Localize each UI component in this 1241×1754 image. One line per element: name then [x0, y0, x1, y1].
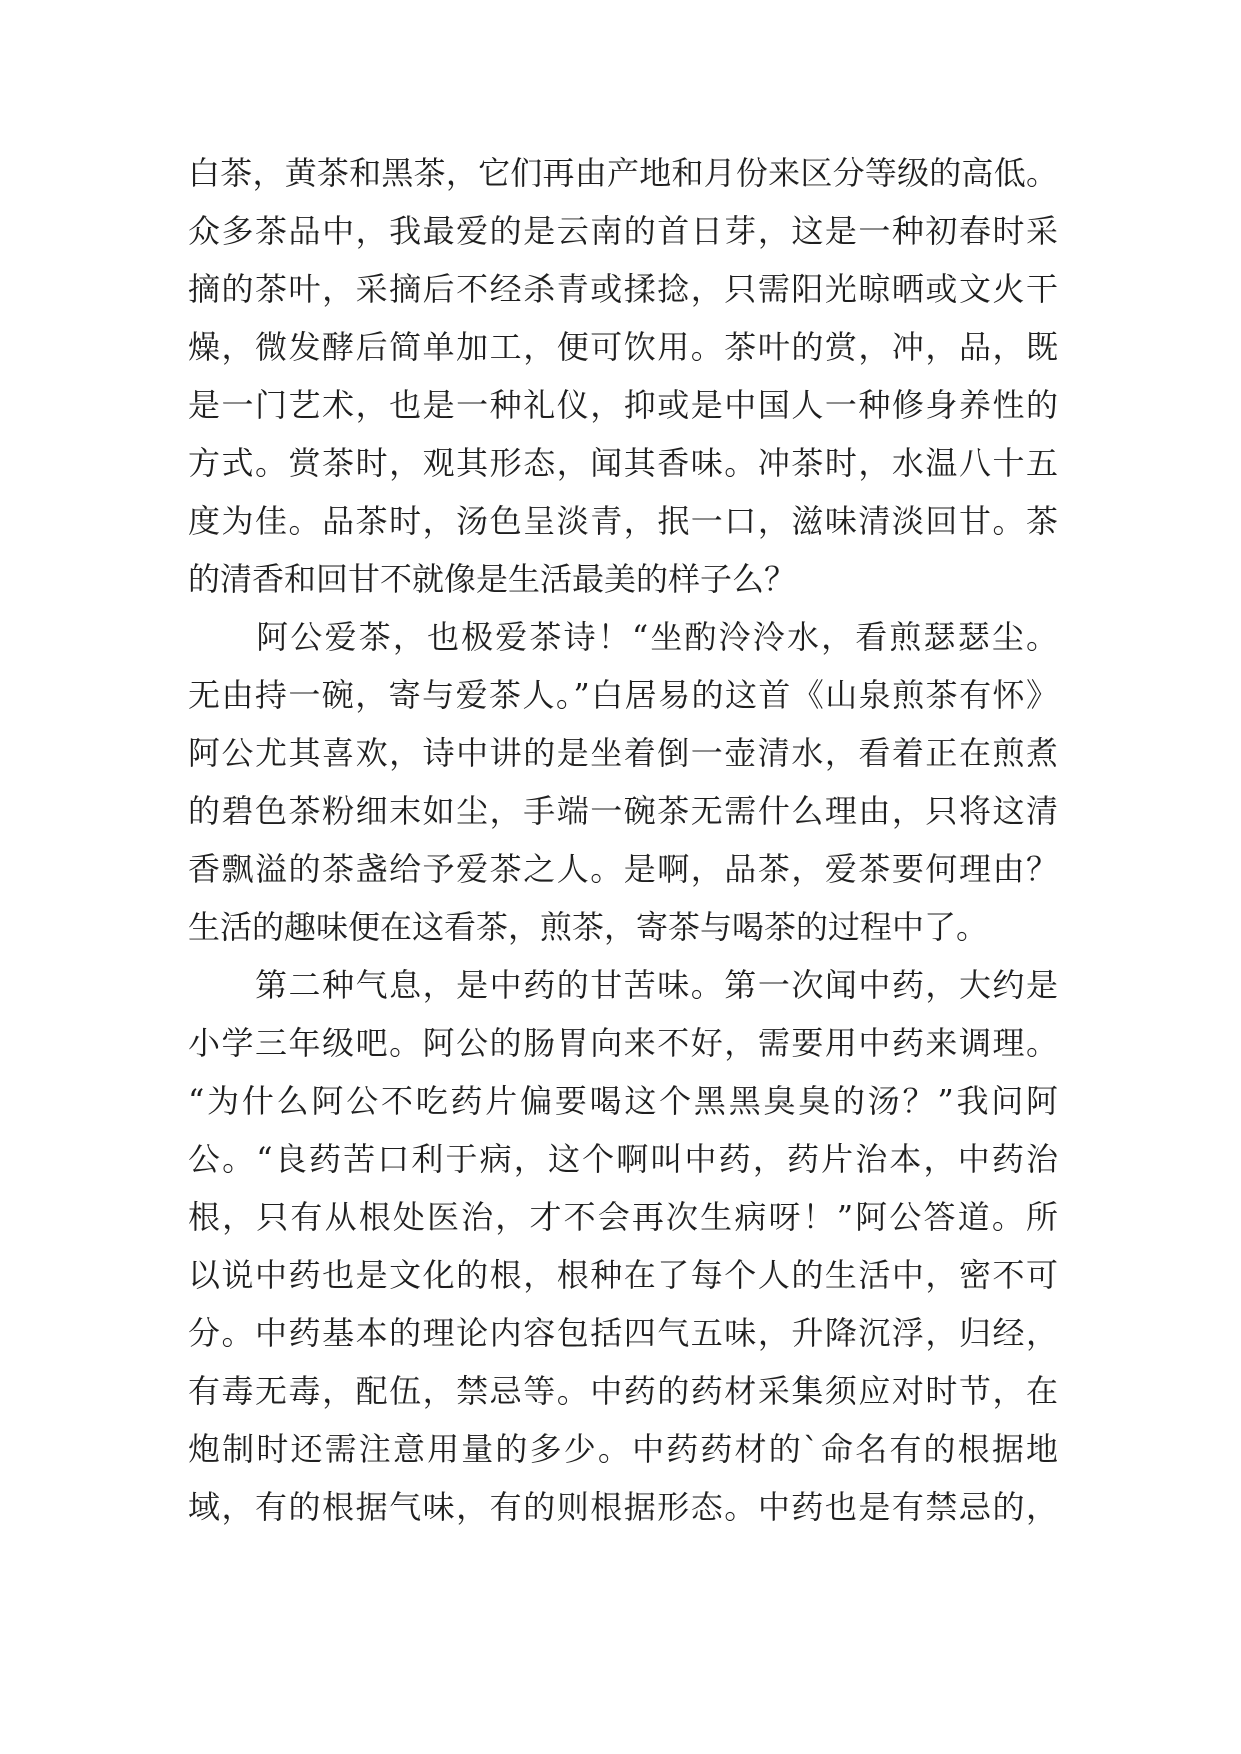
text-line-14: 生活的趣味便在这看茶，煎茶，寄茶与喝茶的过程中了。	[188, 908, 989, 946]
text-line-3: 摘的茶叶，采摘后不经杀青或揉捻，只需阳光晾晒或文火干	[188, 270, 1058, 308]
text-line-11: 阿公尤其喜欢，诗中讲的是坐着倒一壶清水，看着正在煎煮	[188, 734, 1058, 772]
text-line-18: 公。“良药苦口利于病，这个啊叫中药，药片治本，中药治	[188, 1140, 1058, 1178]
text-line-2: 众多茶品中，我最爱的是云南的首日芽，这是一种初春时采	[188, 212, 1058, 250]
text-line-12: 的碧色茶粉细末如尘，手端一碗茶无需什么理由，只将这清	[188, 792, 1058, 830]
text-line-22: 有毒无毒，配伍，禁忌等。中药的药材采集须应对时节，在	[188, 1372, 1058, 1410]
text-line-17: “为什么阿公不吃药片偏要喝这个黑黑臭臭的汤？”我问阿	[188, 1082, 1058, 1120]
text-line-1: 白茶，黄茶和黑茶，它们再由产地和月份来区分等级的高低。	[188, 154, 1058, 192]
text-line-9: 阿公爱茶，也极爱茶诗！“坐酌泠泠水，看煎瑟瑟尘。	[188, 618, 1058, 656]
text-line-13: 香飘溢的茶盏给予爱茶之人。是啊，品茶，爱茶要何理由？	[188, 850, 1058, 888]
text-line-5: 是一门艺术，也是一种礼仪，抑或是中国人一种修身养性的	[188, 386, 1058, 424]
text-line-4: 燥，微发酵后简单加工，便可饮用。茶叶的赏，冲，品，既	[188, 328, 1058, 366]
text-line-15: 第二种气息，是中药的甘苦味。第一次闻中药，大约是	[188, 966, 1058, 1004]
text-line-23: 炮制时还需注意用量的多少。中药药材的`命名有的根据地	[188, 1430, 1058, 1468]
text-line-20: 以说中药也是文化的根，根种在了每个人的生活中，密不可	[188, 1256, 1058, 1294]
body-text	[188, 144, 1058, 1536]
text-line-10: 无由持一碗，寄与爱茶人。”白居易的这首《山泉煎茶有怀》	[188, 676, 1058, 714]
text-line-16: 小学三年级吧。阿公的肠胃向来不好，需要用中药来调理。	[188, 1024, 1058, 1062]
text-line-7: 度为佳。品茶时，汤色呈淡青，抿一口，滋味清淡回甘。茶	[188, 502, 1058, 540]
text-line-6: 方式。赏茶时，观其形态，闻其香味。冲茶时，水温八十五	[188, 444, 1058, 482]
text-line-21: 分。中药基本的理论内容包括四气五味，升降沉浮，归经，	[188, 1314, 1058, 1352]
text-line-24: 域，有的根据气味，有的则根据形态。中药也是有禁忌的，	[188, 1488, 1058, 1526]
text-line-19: 根，只有从根处医治，才不会再次生病呀！”阿公答道。所	[188, 1198, 1058, 1236]
text-line-8: 的清香和回甘不就像是生活最美的样子么？	[188, 560, 797, 598]
